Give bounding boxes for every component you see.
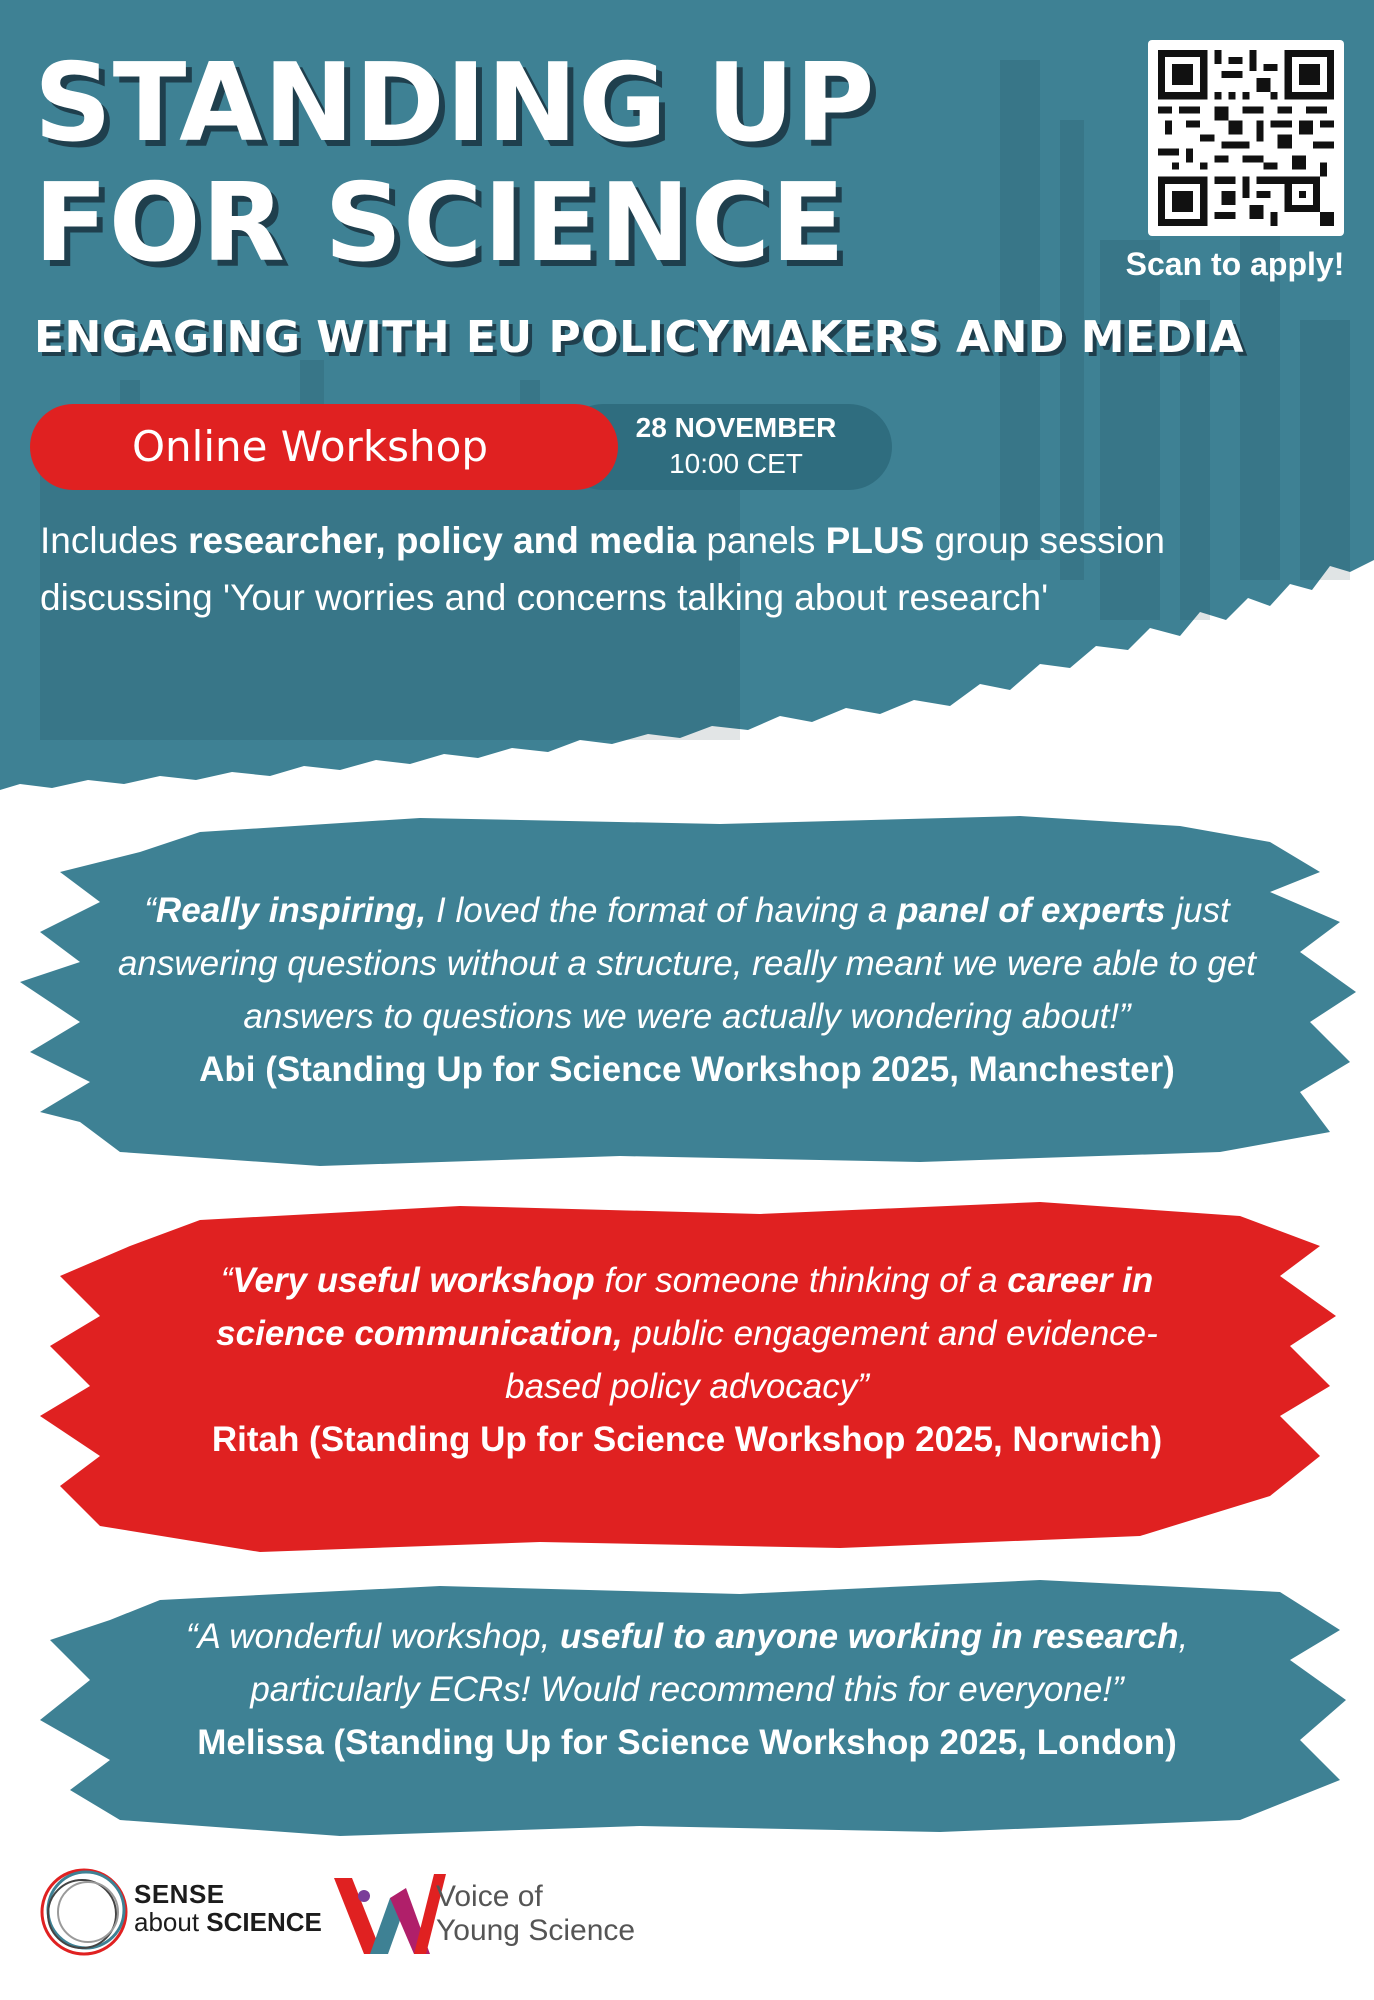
sas-science: SCIENCE — [206, 1907, 322, 1937]
hero-banner — [0, 0, 1374, 800]
quote-text: just answering questions without a structure, really meant we were able to get answers to questions we were actually wondering about!” — [117, 891, 1257, 1036]
testimonial-attribution: Melissa (Standing Up for Science Workshop 2025, London) — [197, 1723, 1177, 1762]
page-title — [34, 41, 876, 286]
quote-bold: Very useful workshop — [232, 1261, 595, 1300]
format-label: Online Workshop — [131, 422, 489, 471]
testimonial-quote — [60, 1610, 1314, 1716]
testimonial-attribution: Ritah (Standing Up for Science Workshop 2025, Norwich) — [211, 1420, 1163, 1459]
quote-bold: panel of experts — [897, 891, 1166, 930]
desc-text-1: Includes — [40, 520, 189, 561]
quote-open: “ — [220, 1261, 233, 1300]
qr-code-icon — [1158, 50, 1334, 226]
event-date: 28 NOVEMBER — [635, 412, 837, 443]
vys-line-1: Voice of — [436, 1880, 543, 1913]
qr-code[interactable] — [1148, 40, 1344, 236]
testimonial-1 — [60, 884, 1314, 1096]
quote-text: public engagement and evidence-based policy advocacy” — [505, 1314, 1158, 1406]
testimonial-3 — [60, 1610, 1314, 1769]
quote-text: for someone thinking of a — [594, 1261, 1008, 1300]
quote-bold: Really inspiring, — [155, 891, 427, 930]
sense-about-science-wordmark — [134, 1880, 322, 1936]
quote-bold: career in science communication, — [216, 1261, 1154, 1353]
event-datetime — [600, 410, 872, 482]
quote-open: “ — [144, 891, 156, 930]
desc-bold-1: researcher, policy and media — [188, 520, 697, 561]
desc-text-2: panels — [696, 520, 826, 561]
testimonial-attribution: Abi (Standing Up for Science Workshop 2025, Manchester) — [199, 1050, 1175, 1089]
qr-caption: Scan to apply! — [1125, 246, 1345, 282]
testimonial-quote — [60, 884, 1314, 1043]
sas-about: about — [134, 1907, 207, 1937]
quote-text: , particularly ECRs! Would recommend this for everyone!” — [250, 1617, 1189, 1709]
sas-line-2 — [134, 1908, 322, 1936]
voice-of-young-science-wordmark — [436, 1880, 635, 1948]
quote-open: “A wonderful workshop, — [185, 1617, 560, 1656]
desc-text-3: group session discussing 'Your worries and concerns talking about research' — [40, 520, 1166, 618]
page-subtitle: ENGAGING WITH EU POLICYMAKERS AND MEDIA — [34, 312, 1245, 363]
title-line-2: FOR SCIENCE — [34, 161, 846, 286]
sas-line-1: SENSE — [134, 1879, 225, 1909]
quote-bold: useful to anyone working in research — [559, 1617, 1179, 1656]
event-description — [40, 512, 1180, 626]
quote-text: I loved the format of having a — [426, 891, 898, 930]
testimonial-2 — [60, 1254, 1314, 1466]
desc-bold-2: PLUS — [825, 520, 925, 561]
event-time: 10:00 CET — [669, 448, 803, 479]
vys-line-2: Young Science — [436, 1914, 636, 1947]
testimonial-quote — [60, 1254, 1314, 1413]
title-line-1: STANDING UP — [34, 41, 876, 166]
